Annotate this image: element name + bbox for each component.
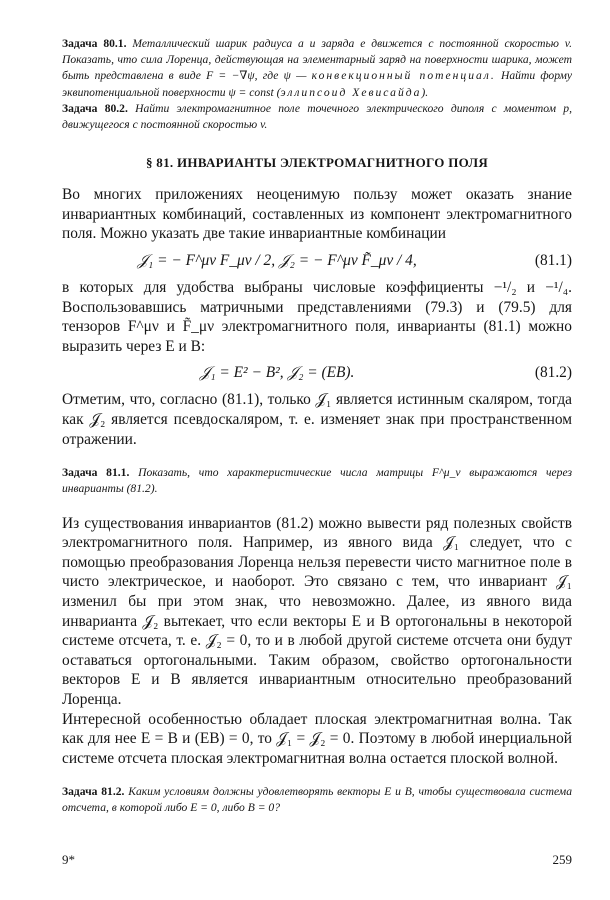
problem-text: Найти электромагнитное поле точечного электрического диполя с моментом p, движущегося с постоянной скоростью v. — [62, 101, 572, 132]
problem-label: Задача 80.2. — [62, 101, 128, 115]
paragraph-5: Интересной особенностью обладает плоская электромагнитная волна. Так как для нее E = B и (EB) = 0, то 𝒥₁ = 𝒥₂ = 0. Поэтому в любой инерциальной системе отсчета плоская электромагнитная волна остается плоской волной. — [62, 710, 572, 767]
equation-formula: 𝒥₁ = − F^μν F_μν / 2, 𝒥₂ = − F^μν F̃_μν / 4, — [137, 252, 417, 269]
page-number: 259 — [552, 852, 572, 867]
problem-text-end: ). — [421, 85, 429, 99]
section-heading: § 81. ИНВАРИАНТЫ ЭЛЕКТРОМАГНИТНОГО ПОЛЯ — [145, 155, 489, 171]
problem-text: Показать, что характеристические числа матрицы F^μ_ν выражаются через инварианты (81.2). — [62, 466, 572, 496]
equation-81-1 — [62, 244, 572, 278]
problem-spaced-term: конвекционный потенциал. — [311, 69, 496, 83]
problem-80-2 — [62, 101, 572, 133]
paragraph-1: Во многих приложениях неоценимую пользу может оказать знание инвариантных комбинаций, составленных из компонент электромагнитного поля. Можно указать две такие инвариантные комбинации — [62, 186, 572, 243]
problem-spaced-term-2: эллипсоид Хевисайда — [280, 85, 422, 99]
problem-text-cont: Найти форму эквипотенциальной поверхности ψ = const ( — [62, 69, 572, 99]
signature-mark: 9* — [62, 852, 75, 867]
paragraph-4: Из существования инвариантов (81.2) можно вывести ряд полезных свойств электромагнитного поля. Например, из явного вида 𝒥₁ следует, что с помощью преобразования Лоренца нельзя перевести чисто магнитное поле в чисто электрическое, и наоборот. Это связано с тем, что инвариант 𝒥₁ изменил бы при этом знак, что невозможно. Далее, из явного вида инварианта 𝒥₂ вытекает, что если векторы E и B ортогональны в некоторой системе отсчета, т. е. 𝒥₂ = 0, то и в любой другой системе отсчета они будут оставаться ортогональными. Таким образом, свойство ортогональности векторов E и B является инвариантным относительно преобразований Лоренца. — [62, 514, 572, 708]
paragraph-2: в которых для удобства выбраны числовые коэффициенты −¹/₂ и −¹/₄. Воспользовавшись матричными представлениями (79.3) и (79.5) для тензоров F^μν и F̃_μν электромагнитного поля, инварианты (81.1) можно выразить через E и B: — [62, 279, 572, 355]
equation-81-2 — [62, 356, 572, 390]
equation-formula: 𝒥₁ = E² − B², 𝒥₂ = (EB). — [199, 364, 355, 382]
problem-81-1 — [62, 465, 572, 497]
problem-label: Задача 80.1. — [62, 37, 127, 50]
problem-label: Задача 81.2. — [62, 785, 125, 799]
equation-number: (81.2) — [534, 364, 572, 382]
problem-80-1 — [62, 36, 572, 101]
problem-text: Металлический шарик радиуса a и заряда e движется с постоянной скоростью v. Показать, что сила Лоренца, действующая на элементарный заряд на поверхности шарика, может быть представлена в виде F = −∇ψ, где ψ — — [62, 37, 572, 83]
problem-text: Каким условиям должны удовлетворять векторы E и B, чтобы существовала система отсчета, в которой либо E = 0, либо B = 0? — [62, 785, 572, 815]
problem-label: Задача 81.1. — [62, 466, 130, 480]
equation-number: (81.1) — [534, 252, 572, 269]
problem-81-2 — [62, 784, 572, 816]
paragraph-3: Отметим, что, согласно (81.1), только 𝒥₁ является истинным скаляром, тогда как 𝒥₂ является псевдоскаляром, т. е. изменяет знак при пространственном отражении. — [62, 391, 572, 448]
